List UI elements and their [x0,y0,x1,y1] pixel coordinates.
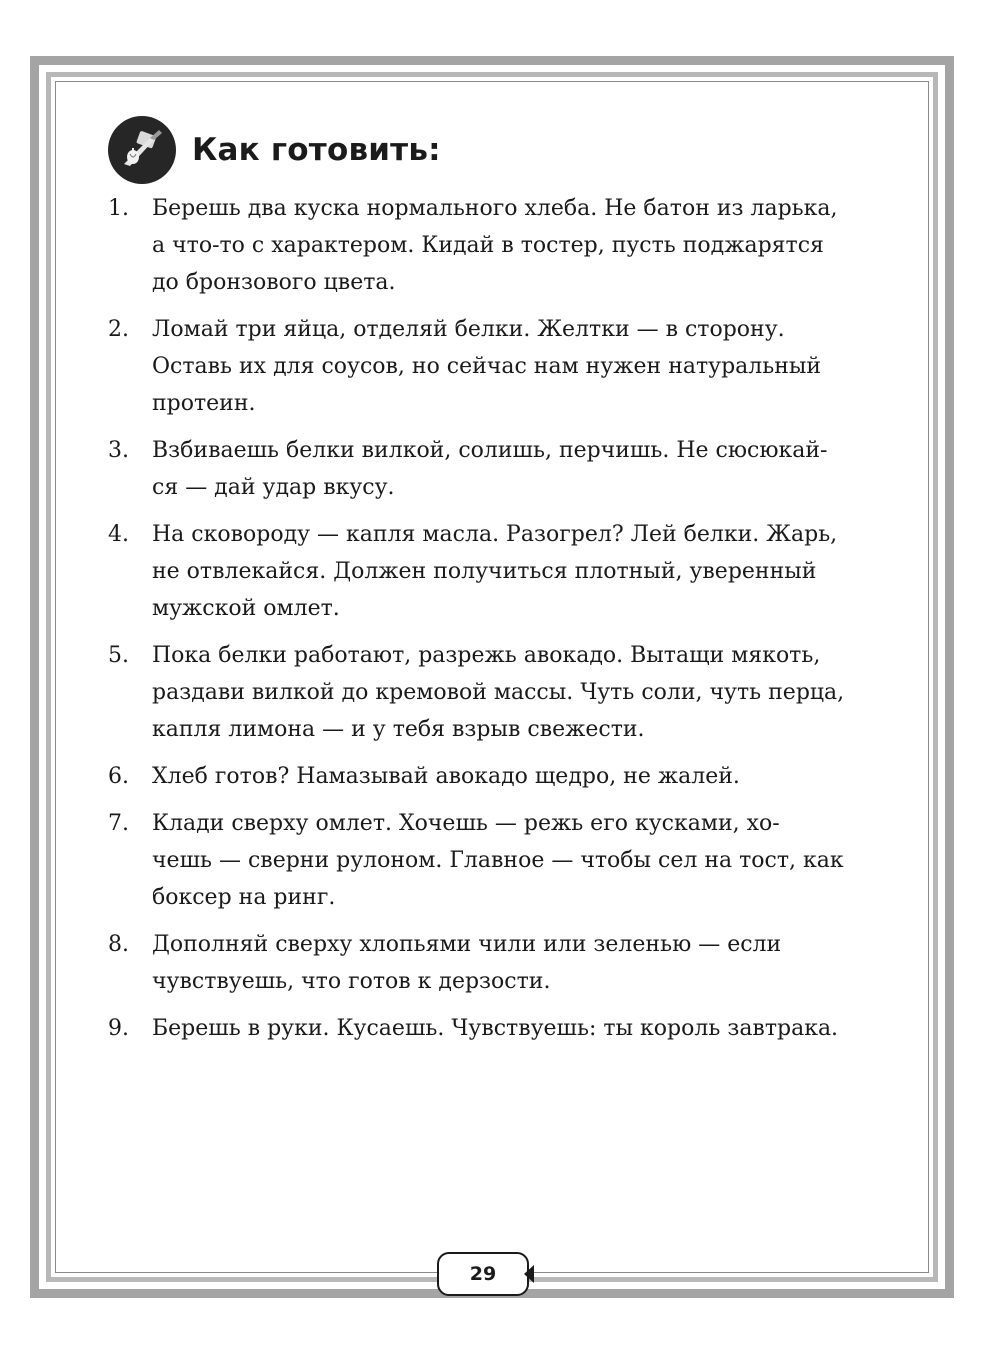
section-heading [108,114,441,186]
knife-garlic-icon [108,116,176,184]
page-number: 29 [469,1263,497,1285]
step-text-line: не отвлекайся. Должен получиться плотный, уверенный [152,559,817,584]
step-number: 6. [108,764,129,789]
step-text-line: до бронзового цвета. [152,270,396,295]
step-number: 7. [108,811,129,836]
step-number: 4. [108,522,129,547]
step-text-line: Дополняй сверху хлопьями чили или зеленью — если [152,932,782,957]
step-text-line: мужской омлет. [152,596,340,621]
step-text [152,758,878,795]
step-text [152,190,878,301]
section-title: Как готовить: [192,132,441,168]
step-text-line: капля лимона — и у тебя взрыв свежести. [152,717,645,742]
step-text-line: Пока белки работают, разрежь авокадо. Вытащи мякоть, [152,643,821,668]
step-text-line: ся — дай удар вкусу. [152,475,395,500]
step-item [108,311,878,422]
step-item [108,637,878,748]
step-text-line: чувствуешь, что готов к дерзости. [152,969,551,994]
steps-list [108,190,878,1057]
tab-notch-decoration [524,1265,534,1283]
step-number: 2. [108,317,129,342]
step-text-line: Берешь два куска нормального хлеба. Не батон из ларька, [152,196,838,221]
step-text-line: Хлеб готов? Намазывай авокадо щедро, не жалей. [152,764,740,789]
step-text [152,805,878,916]
page-number-tab [437,1252,529,1296]
step-text-line: чешь — сверни рулоном. Главное — чтобы сел на тост, как [152,848,844,873]
step-text [152,1010,878,1047]
step-text-line: раздави вилкой до кремовой массы. Чуть соли, чуть перца, [152,680,845,705]
step-item [108,805,878,916]
step-text [152,432,878,506]
step-number: 8. [108,932,129,957]
step-text-line: а что-то с характером. Кидай в тостер, пусть поджарятся [152,233,824,258]
step-number: 3. [108,438,129,463]
step-item [108,1010,878,1047]
step-item [108,432,878,506]
step-text-line: боксер на ринг. [152,885,336,910]
step-item [108,190,878,301]
step-item [108,926,878,1000]
step-number: 5. [108,643,129,668]
step-text-line: Оставь их для соусов, но сейчас нам нужен натуральный [152,354,822,379]
step-text-line: Клади сверху омлет. Хочешь — режь его кусками, хо- [152,811,780,836]
step-text-line: Ломай три яйца, отделяй белки. Желтки — в сторону. [152,317,785,342]
step-item [108,758,878,795]
step-text [152,516,878,627]
step-text [152,311,878,422]
step-item [108,516,878,627]
step-text-line: На сковороду — капля масла. Разогрел? Лей белки. Жарь, [152,522,838,547]
step-number: 9. [108,1016,129,1041]
step-text-line: Взбиваешь белки вилкой, солишь, перчишь. Не сюсюкай- [152,438,828,463]
step-text [152,926,878,1000]
step-text-line: Берешь в руки. Кусаешь. Чувствуешь: ты король завтрака. [152,1016,839,1041]
step-text-line: протеин. [152,391,256,416]
step-text [152,637,878,748]
step-number: 1. [108,196,129,221]
